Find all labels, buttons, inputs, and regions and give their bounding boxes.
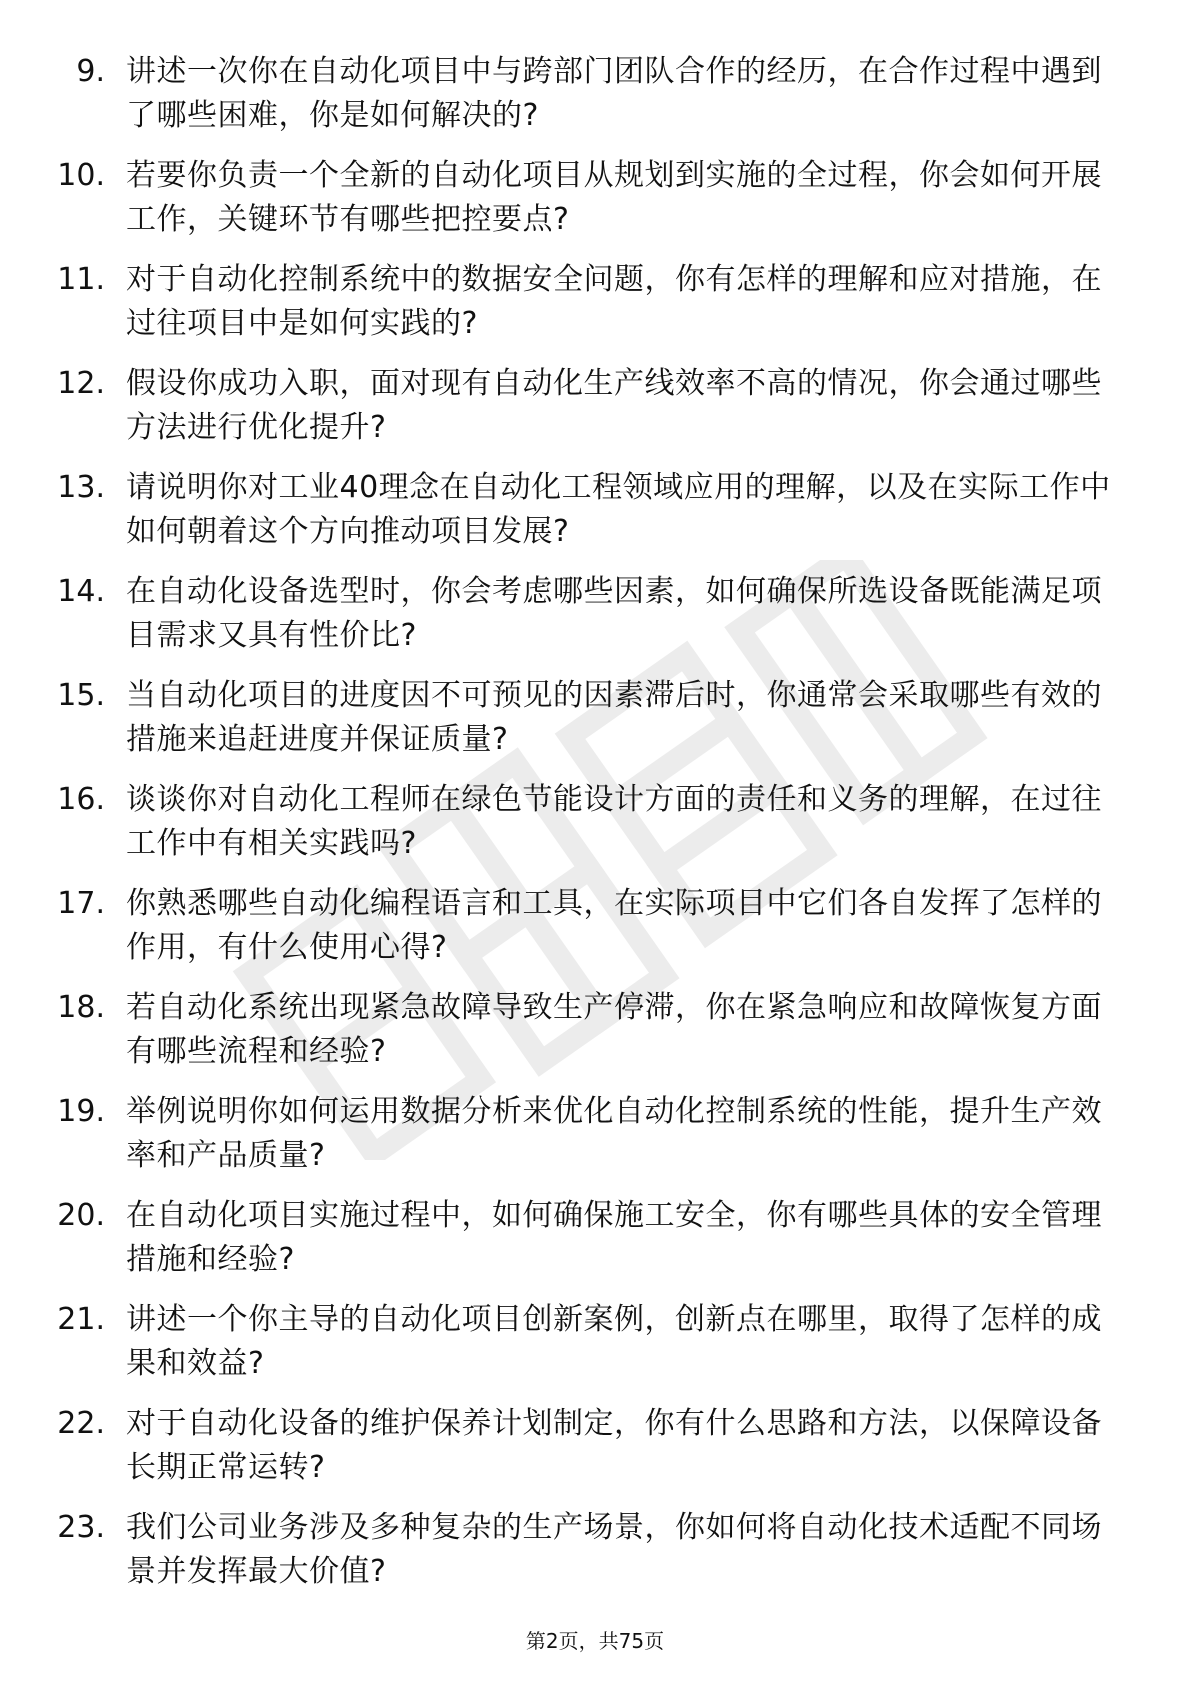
question-number: 21. [57,1302,105,1337]
question-text: 举例说明你如何运用数据分析来优化自动化控制系统的性能，提升生产效率和产品质量? [126,1094,1102,1173]
question-text: 当自动化项目的进度因不可预见的因素滞后时，你通常会采取哪些有效的措施来追赶进度并保证质量? [126,678,1102,757]
question-item [0,674,1190,778]
question-number: 12. [57,366,105,401]
question-text: 谈谈你对自动化工程师在绿色节能设计方面的责任和义务的理解，在过往工作中有相关实践吗? [126,782,1102,861]
question-text: 若自动化系统出现紧急故障导致生产停滞，你在紧急响应和故障恢复方面有哪些流程和经验? [126,990,1102,1069]
question-number: 15. [57,678,105,713]
question-number: 16. [57,782,105,817]
question-item [0,1090,1190,1194]
question-item [0,778,1190,882]
question-item [0,570,1190,674]
question-item [0,1506,1190,1610]
question-number: 10. [57,158,105,193]
question-text: 对于自动化控制系统中的数据安全问题，你有怎样的理解和应对措施，在过往项目中是如何实践的? [126,262,1102,341]
question-text: 在自动化项目实施过程中，如何确保施工安全，你有哪些具体的安全管理措施和经验? [126,1198,1102,1277]
question-text: 请说明你对工业40理念在自动化工程领域应用的理解，以及在实际工作中如何朝着这个方向推动项目发展? [126,470,1111,549]
question-text: 若要你负责一个全新的自动化项目从规划到实施的全过程，你会如何开展工作，关键环节有哪些把控要点? [126,158,1102,237]
page-footer: 第2页，共75页 [525,1629,665,1653]
question-text: 假设你成功入职，面对现有自动化生产线效率不高的情况，你会通过哪些方法进行优化提升? [126,366,1102,445]
question-item [0,466,1190,570]
question-item [0,1402,1190,1506]
question-number: 19. [57,1094,105,1129]
question-number: 23. [57,1510,105,1545]
question-number: 20. [57,1198,105,1233]
question-item [0,258,1190,362]
question-text: 对于自动化设备的维护保养计划制定，你有什么思路和方法，以保障设备长期正常运转? [126,1406,1102,1485]
question-number: 11. [57,262,105,297]
question-list [0,50,1190,1610]
question-item [0,986,1190,1090]
question-text: 你熟悉哪些自动化编程语言和工具，在实际项目中它们各自发挥了怎样的作用，有什么使用心得? [126,886,1102,965]
question-item [0,1298,1190,1402]
question-item [0,1194,1190,1298]
question-text: 我们公司业务涉及多种复杂的生产场景，你如何将自动化技术适配不同场景并发挥最大价值? [126,1510,1102,1589]
question-item [0,154,1190,258]
question-text: 讲述一个你主导的自动化项目创新案例，创新点在哪里，取得了怎样的成果和效益? [126,1302,1102,1381]
question-number: 9. [76,54,105,89]
question-number: 17. [57,886,105,921]
question-item [0,50,1190,154]
question-text: 讲述一次你在自动化项目中与跨部门团队合作的经历，在合作过程中遇到了哪些困难，你是如何解决的? [126,54,1102,133]
question-item [0,362,1190,466]
question-text: 在自动化设备选型时，你会考虑哪些因素，如何确保所选设备既能满足项目需求又具有性价比? [126,574,1102,653]
question-number: 22. [57,1406,105,1441]
question-number: 13. [57,470,105,505]
question-number: 18. [57,990,105,1025]
question-number: 14. [57,574,105,609]
question-item [0,882,1190,986]
